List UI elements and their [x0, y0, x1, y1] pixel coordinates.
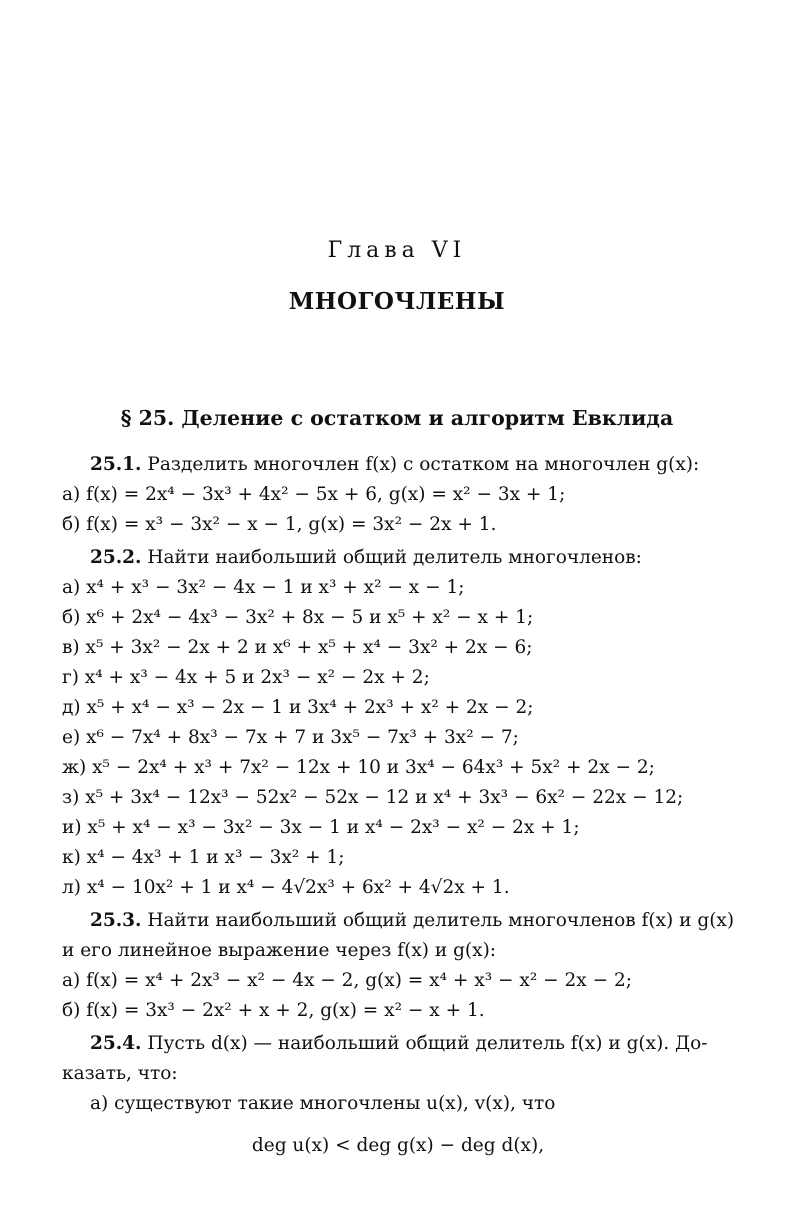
problem-statement [62, 906, 734, 936]
problem-statement [62, 543, 734, 573]
display-formula: deg u(x) < deg g(x) − deg d(x), [251, 1135, 545, 1156]
problem-item: з) x⁵ + 3x⁴ − 12x³ − 52x² − 52x − 12 и x⁴ + 3x³ − 6x² − 22x − 12; [62, 787, 684, 808]
problem-item: ж) x⁵ − 2x⁴ + x³ + 7x² − 12x + 10 и 3x⁴ − 64x³ + 5x² + 2x − 2; [62, 757, 655, 778]
problem-text: Найти наибольший общий делитель многочленов: [141, 547, 642, 568]
problem-number: 25.3. [90, 910, 142, 931]
problem-item: д) x⁵ + x⁴ − x³ − 2x − 1 и 3x⁴ + 2x³ + x² + 2x − 2; [62, 697, 534, 718]
problem-number: 25.2. [90, 547, 142, 568]
chapter-title: МНОГОЧЛЕНЫ [288, 288, 506, 315]
problem-item: к) x⁴ − 4x³ + 1 и x³ − 3x² + 1; [62, 847, 345, 868]
problem-item: б) f(x) = 3x³ − 2x² + x + 2, g(x) = x² − x + 1. [62, 1000, 485, 1021]
problem-text-continuation: казать, что: [62, 1063, 178, 1084]
problems-body [62, 450, 734, 1161]
problem-statement [62, 1029, 734, 1059]
problem-item: г) x⁴ + x³ − 4x + 5 и 2x³ − x² − 2x + 2; [62, 667, 430, 688]
problem-item: а) x⁴ + x³ − 3x² − 4x − 1 и x³ + x² − x − 1; [62, 577, 465, 598]
problem-item: а) существуют такие многочлены u(x), v(x), что [90, 1093, 556, 1114]
problem-item: б) f(x) = x³ − 3x² − x − 1, g(x) = 3x² − 2x + 1. [62, 514, 497, 535]
problem-text-continuation: и его линейное выражение через f(x) и g(x): [62, 940, 497, 961]
problem-number: 25.4. [90, 1033, 142, 1054]
problem-item: б) x⁶ + 2x⁴ − 4x³ − 3x² + 8x − 5 и x⁵ + x² − x + 1; [62, 607, 534, 628]
problem-item: а) f(x) = 2x⁴ − 3x³ + 4x² − 5x + 6, g(x) = x² − 3x + 1; [62, 484, 566, 505]
problem-item: е) x⁶ − 7x⁴ + 8x³ − 7x + 7 и 3x⁵ − 7x³ + 3x² − 7; [62, 727, 519, 748]
section-title: § 25. Деление с остатком и алгоритм Евклида [120, 406, 674, 430]
problem-item: л) x⁴ − 10x² + 1 и x⁴ − 4√2x³ + 6x² + 4√2x + 1. [62, 877, 510, 898]
problem-item: а) f(x) = x⁴ + 2x³ − x² − 4x − 2, g(x) = x⁴ + x³ − x² − 2x − 2; [62, 970, 632, 991]
chapter-heading: Глава VI [327, 238, 467, 263]
problem-statement [62, 450, 734, 480]
problem-text: Разделить многочлен f(x) с остатком на многочлен g(x): [141, 454, 700, 475]
problem-item: и) x⁵ + x⁴ − x³ − 3x² − 3x − 1 и x⁴ − 2x³ − x² − 2x + 1; [62, 817, 580, 838]
problem-item: в) x⁵ + 3x² − 2x + 2 и x⁶ + x⁵ + x⁴ − 3x² + 2x − 6; [62, 637, 533, 658]
problem-text: Пусть d(x) — наибольший общий делитель f(x) и g(x). До- [141, 1033, 708, 1054]
problem-text: Найти наибольший общий делитель многочленов f(x) и g(x) [141, 910, 735, 931]
problem-number: 25.1. [90, 454, 142, 475]
